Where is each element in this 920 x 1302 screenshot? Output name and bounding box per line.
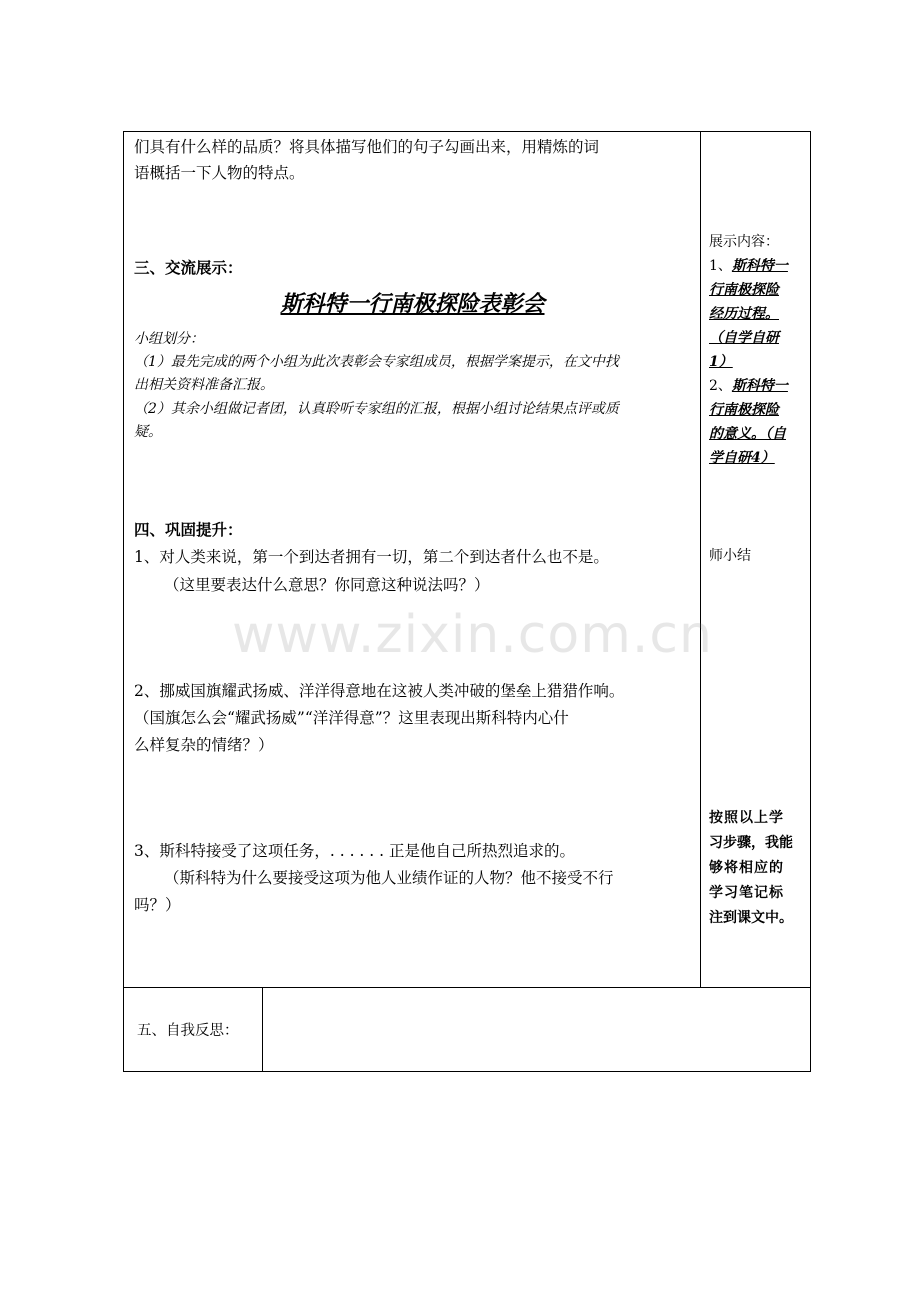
question-2-line-1: 2、挪威国旗耀武扬威、洋洋得意地在这被人类冲破的堡垒上猎猎作响。	[134, 682, 625, 700]
main-content-cell	[124, 132, 701, 987]
display-item-2-line-2: 行南极探险	[709, 402, 779, 418]
section4-heading: 四、巩固提升：	[134, 520, 243, 539]
worksheet-table	[123, 131, 811, 1072]
reflection-content-cell[interactable]	[263, 988, 810, 1071]
teacher-summary: 师小结	[709, 548, 751, 564]
reflection-label: 五、自我反思：	[137, 1023, 239, 1039]
display-item-1-text: 斯科特一	[731, 258, 788, 274]
display-item-1-prefix: 1、	[709, 258, 732, 274]
question-3-line-1: 3、斯科特接受了这项任务，. . . . . . 正是他自己所热烈追求的。	[134, 842, 575, 860]
display-item-2-line-1	[709, 374, 805, 398]
display-item-1-line-2: 行南极探险	[709, 282, 779, 298]
note-line-4: 学习笔记标	[709, 885, 784, 901]
question-2-line-3: 么样复杂的情绪？）	[134, 736, 274, 754]
note-line-5: 注到课文中。	[709, 910, 793, 926]
group-item-2-line-1: （2）其余小组做记者团，认真聆听专家组的汇报，根据小组讨论结果点评或质	[134, 401, 619, 417]
group-label: 小组划分：	[134, 331, 204, 347]
display-item-1-line-5: 1）	[709, 354, 733, 370]
display-item-2-text: 斯科特一	[731, 378, 788, 394]
display-item-1-line-4: （自学自研	[709, 330, 779, 346]
side-notes-cell	[701, 132, 810, 987]
question-3-line-2: （斯科特为什么要接受这项为他人业绩作证的人物？他不接受不行	[164, 869, 614, 887]
display-item-2-line-3: 的意义。（自	[709, 426, 786, 442]
group-item-2-line-2: 疑。	[134, 424, 162, 440]
note-line-3: 够将相应的	[709, 860, 784, 876]
section3-heading: 三、交流展示：	[134, 258, 243, 277]
intro-line-1: 们具有什么样的品质？将具体描写他们的句子勾画出来，用精炼的词	[134, 138, 600, 156]
display-item-2-line-4: 学自研4）	[709, 450, 775, 466]
watermark: www.zixin.com.cn	[232, 605, 713, 665]
note-line-1: 按照以上学	[709, 810, 784, 826]
group-item-1-line-1: （1）最先完成的两个小组为此次表彰会专家组成员，根据学案提示，在文中找	[134, 354, 619, 370]
note-line-2: 习步骤，我能	[709, 835, 793, 851]
activity-title: 斯科特一行南极探险表彰会	[280, 291, 545, 317]
question-2-line-2: （国旗怎么会“耀武扬威”“洋洋得意”？这里表现出斯科特内心什	[134, 709, 569, 727]
display-content-label: 展示内容：	[709, 234, 779, 250]
group-item-1-line-2: 出相关资料准备汇报。	[134, 377, 274, 393]
question-1-line-2: （这里要表达什么意思？你同意这种说法吗？）	[164, 576, 490, 594]
question-1-line-1: 1、对人类来说，第一个到达者拥有一切，第二个到达者什么也不是。	[134, 548, 609, 566]
display-item-2-prefix: 2、	[709, 378, 732, 394]
display-item-1-line-1	[709, 254, 805, 278]
reflection-row	[124, 987, 810, 1071]
intro-line-2: 语概括一下人物的特点。	[134, 164, 305, 182]
display-item-1-line-3: 经历过程。	[709, 306, 779, 322]
reflection-label-cell	[124, 988, 263, 1071]
question-3-line-3: 吗？）	[134, 896, 181, 914]
